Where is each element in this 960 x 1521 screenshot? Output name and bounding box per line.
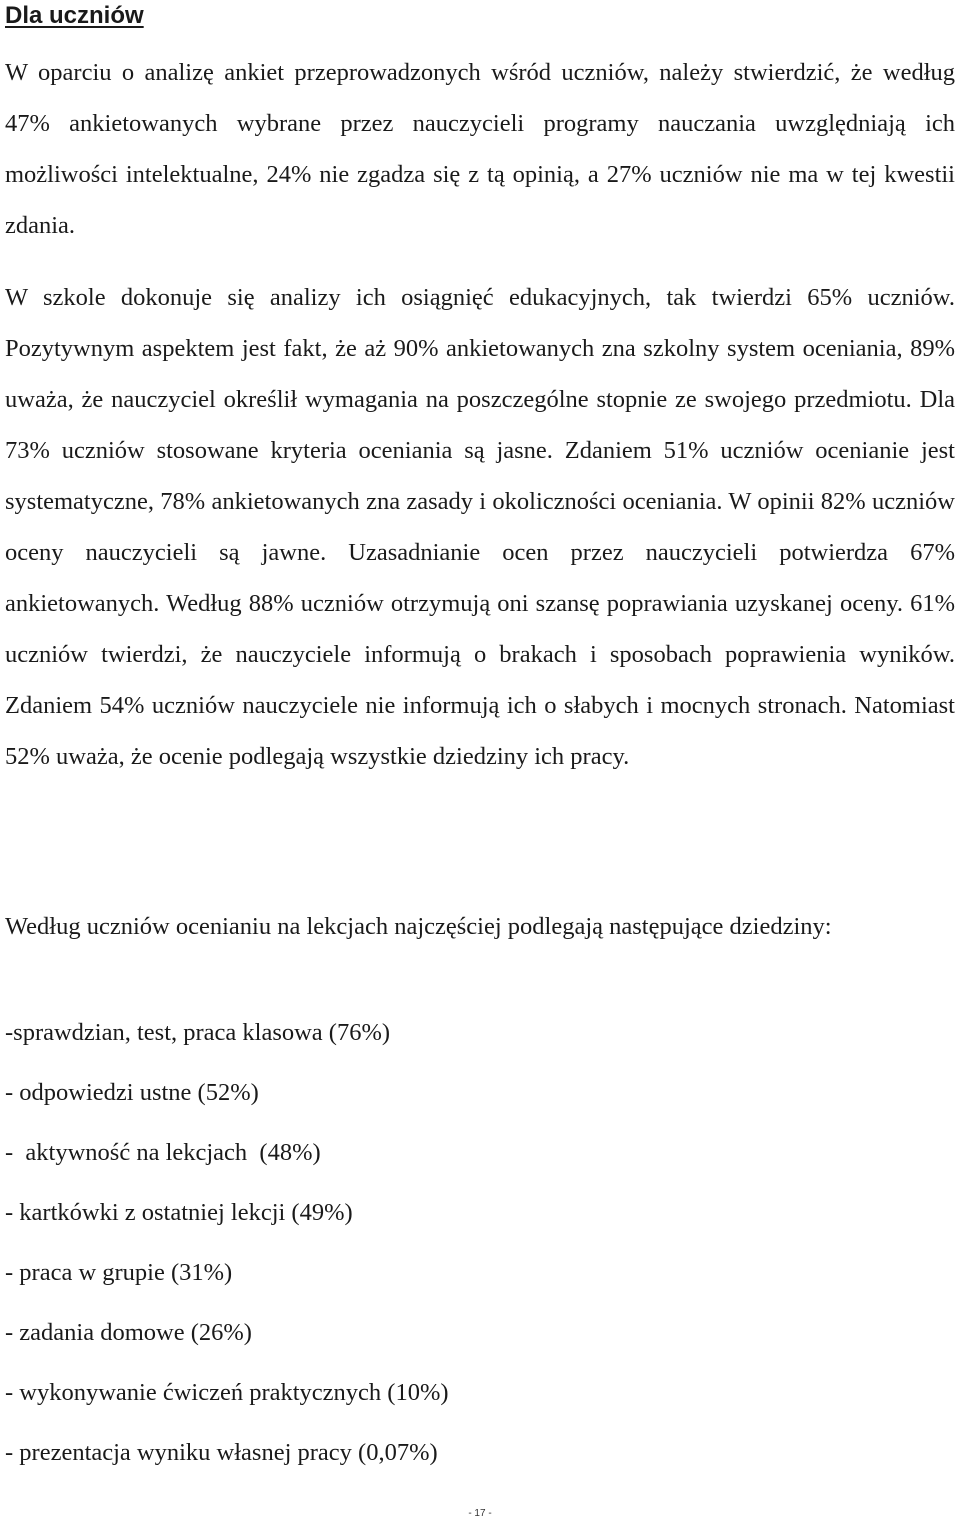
list-item: - wykonywanie ćwiczeń praktycznych (10%) (5, 1379, 449, 1406)
list-item: - prezentacja wyniku własnej pracy (0,07%) (5, 1439, 438, 1466)
list-item: - praca w grupie (31%) (5, 1259, 233, 1286)
page-number: - 17 - (468, 1508, 492, 1519)
assessment-areas-list (5, 1003, 955, 1483)
list-item: - zadania domowe (26%) (5, 1319, 252, 1346)
paragraph-program-opinions: W oparciu o analizę ankiet przeprowadzonych wśród uczniów, należy stwierdzić, że według 47% ankietowanych wybrane przez nauczycieli programy nauczania uwzględniają ich możliwości intelektualne, 24% nie zgadza się z tą opinią, a 27% uczniów nie ma w tej kwestii zdania. (5, 59, 955, 239)
list-item: - odpowiedzi ustne (52%) (5, 1079, 259, 1106)
paragraph-list-intro: Według uczniów ocenianiu na lekcjach najczęściej podlegają następujące dziedziny: (5, 913, 832, 940)
list-item: - aktywność na lekcjach (48%) (5, 1139, 321, 1166)
list-item: - kartkówki z ostatniej lekcji (49%) (5, 1199, 353, 1226)
list-item: -sprawdzian, test, praca klasowa (76%) (5, 1019, 391, 1046)
paragraph-assessment-findings: W szkole dokonuje się analizy ich osiągnięć edukacyjnych, tak twierdzi 65% uczniów. Pozytywnym aspektem jest fakt, że aż 90% ankietowanych zna szkolny system oceniania, 89% uważa, że nauczyciel określił wymagania na poszczególne stopnie ze swojego przedmiotu. Dla 73% uczniów stosowane kryteria oceniania są jasne. Zdaniem 51% uczniów ocenianie jest systematyczne, 78% ankietowanych zna zasady i okoliczności oceniania. W opinii 82% uczniów oceny nauczycieli są jawne. Uzasadnianie ocen przez nauczycieli potwierdza 67% ankietowanych. Według 88% uczniów otrzymują oni szansę poprawiania uzyskanej oceny. 61% uczniów twierdzi, że nauczyciele informują o brakach i sposobach poprawienia wyników. Zdaniem 54% uczniów nauczyciele nie informują ich o słabych i mocnych stronach. Natomiast 52% uważa, że ocenie podlegają wszystkie dziedziny ich pracy. (5, 284, 955, 770)
section-heading: Dla uczniów (5, 2, 144, 29)
